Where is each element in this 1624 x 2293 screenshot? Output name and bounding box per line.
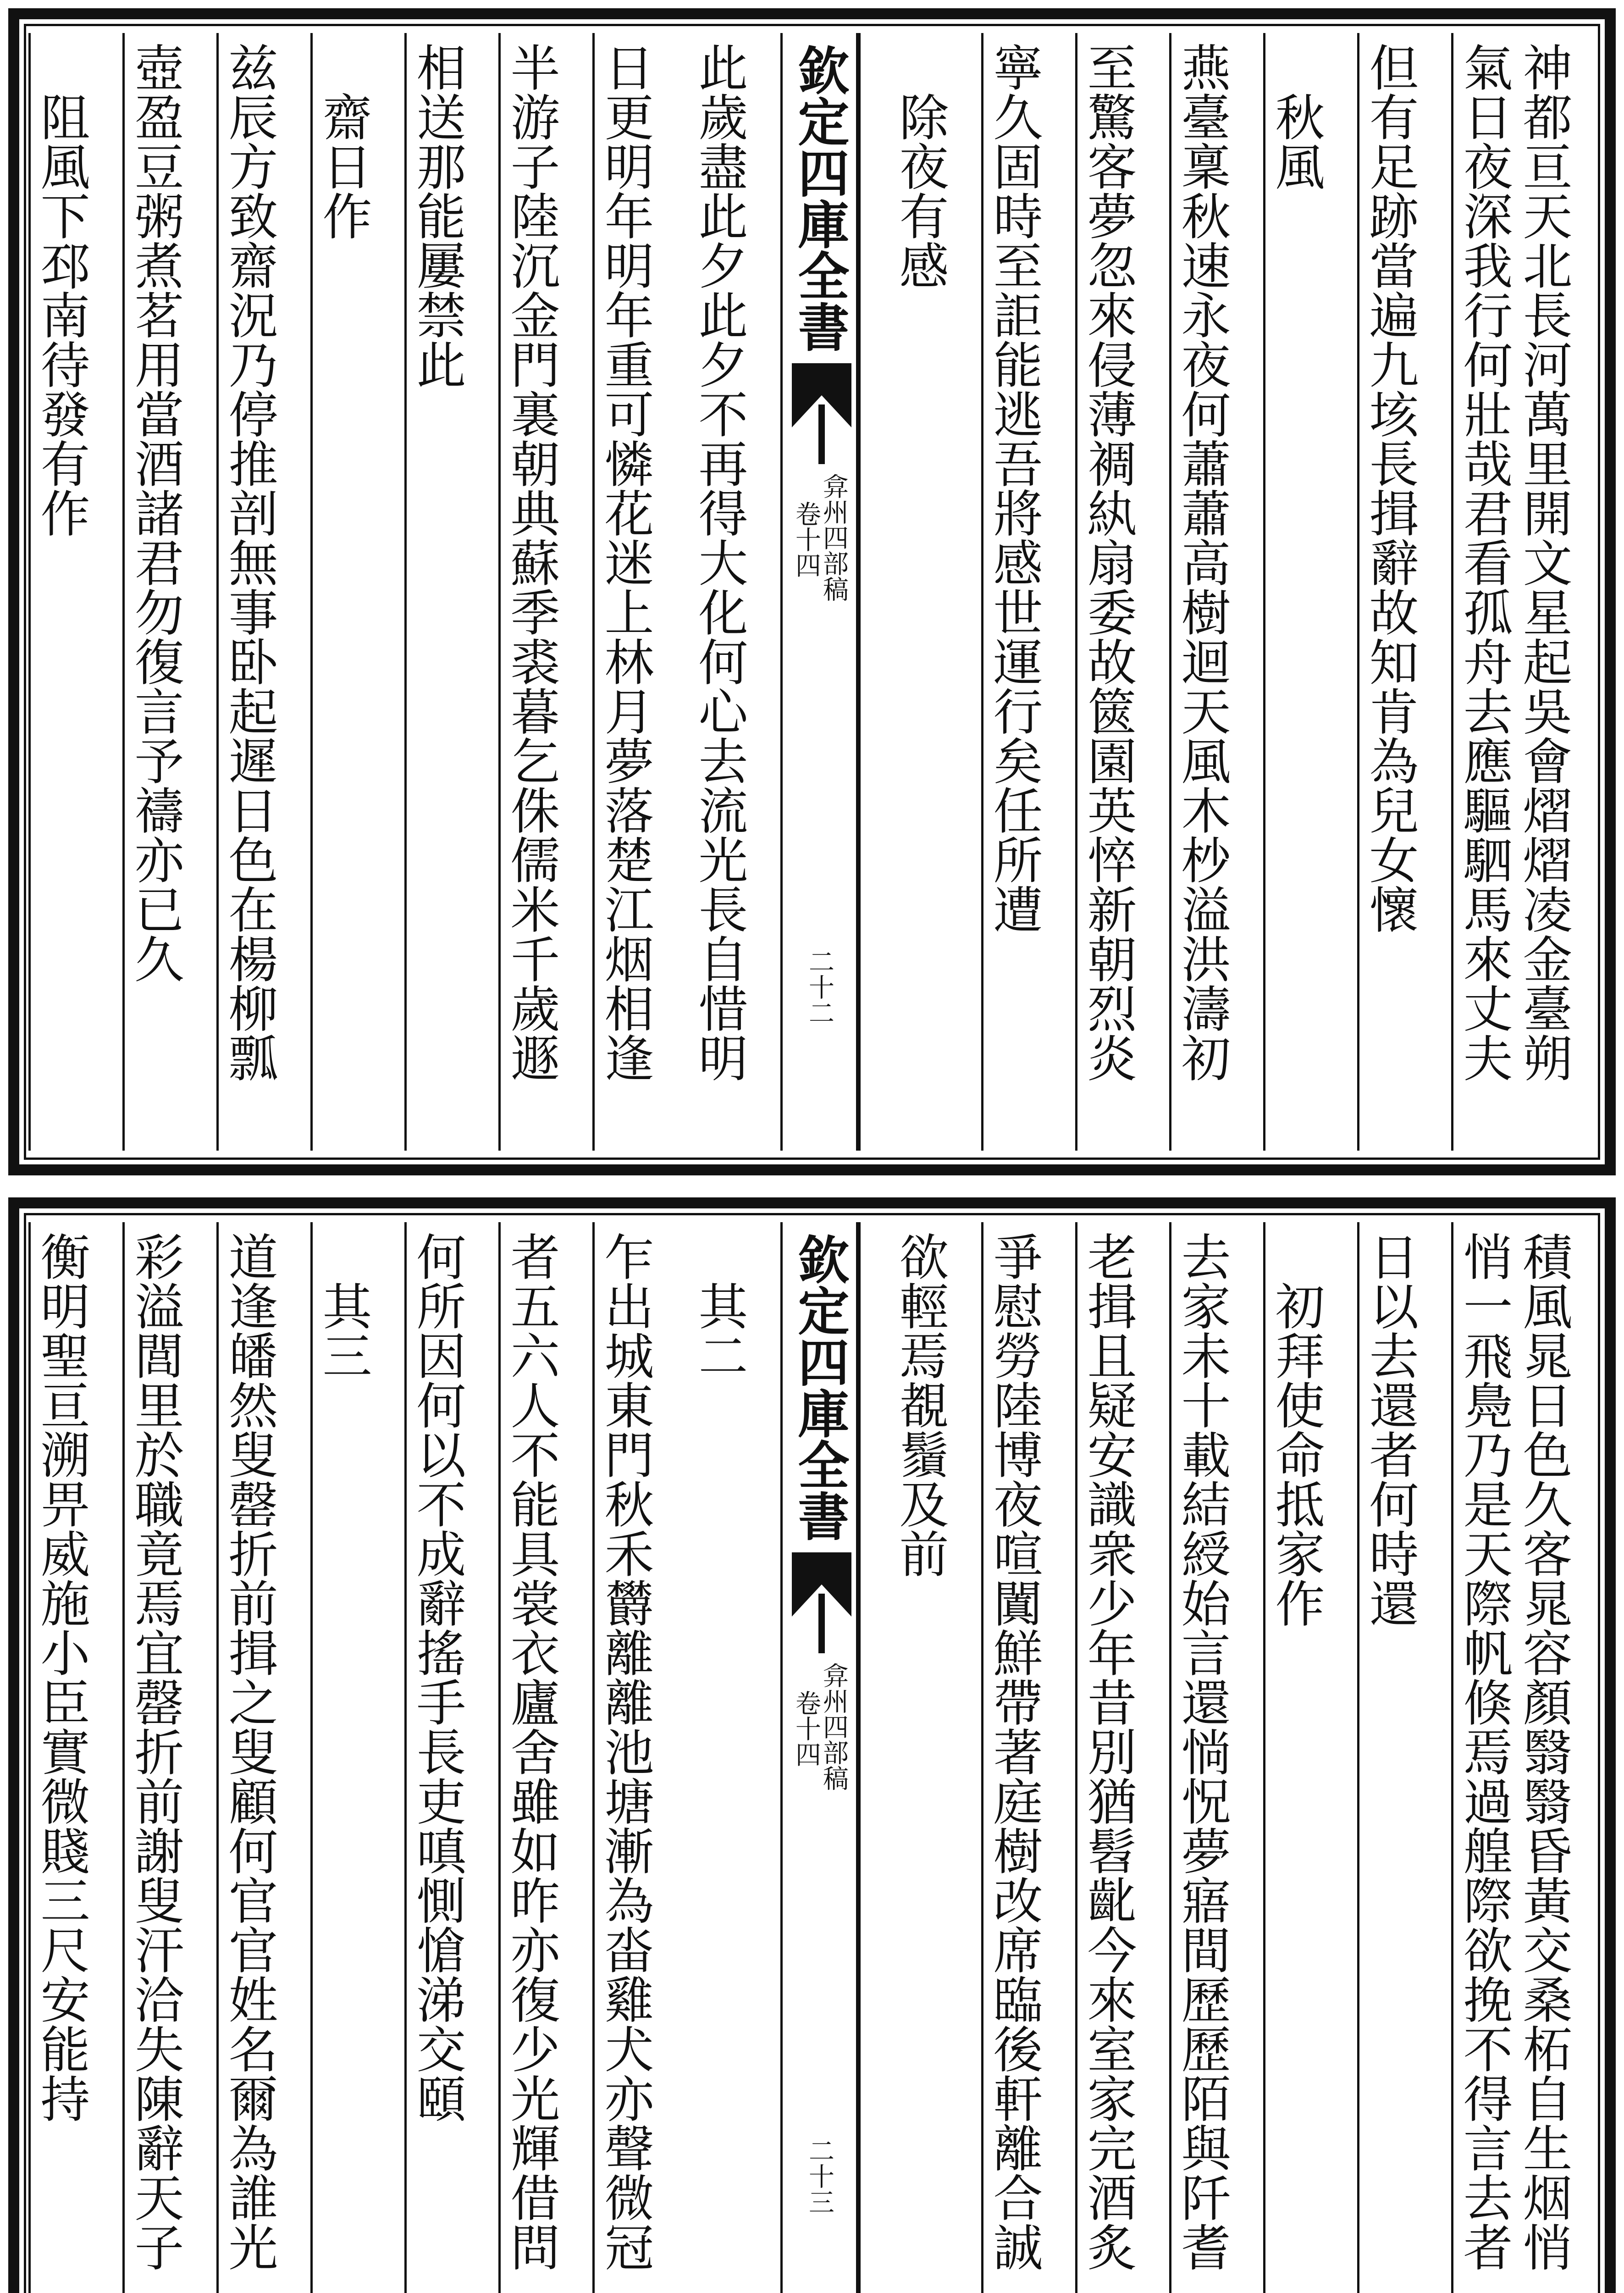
fold-center <box>780 1222 858 2293</box>
fold-volume: 卷十四 <box>791 501 821 578</box>
text-column <box>122 1222 216 2293</box>
text-column <box>216 1222 310 2293</box>
column-text: 爭慰勞陸博夜喧闐鮮帶著庭樹改席臨後軒離合誠 <box>985 1231 1042 2271</box>
text-column <box>1169 1222 1263 2293</box>
text-column <box>1451 33 1545 1151</box>
fishtail-mark-icon <box>792 363 851 464</box>
column-text: 何所因何以不成辭搖手長吏嗔惻愴涕交頤 <box>408 1231 465 2123</box>
poem-title: 其三 <box>314 1231 371 1380</box>
fold-book-title: 弇州四部稿 <box>819 1662 849 1791</box>
column-text: 燕臺稟秋速永夜何蕭蕭高樹迴天風木杪溢洪濤初 <box>1173 42 1230 1082</box>
fold-book-title: 弇州四部稿 <box>819 473 849 602</box>
column-text: 乍出城東門秋禾欝離離池塘漸為畓雞犬亦聲微冠 <box>596 1231 653 2271</box>
text-column <box>1514 33 1605 1151</box>
text-column <box>310 1222 404 2293</box>
column-text: 此歲盡此夕此夕不再得大化何心去流光長自惜明 <box>690 42 747 1082</box>
column-text: 寧久固時至詎能逃吾將感世運行矣任所遭 <box>985 42 1042 934</box>
poem-title: 齋日作 <box>314 42 371 240</box>
column-text: 兹辰方致齋況乃停推剖無事卧起遲日色在楊柳瓢 <box>220 42 277 1082</box>
text-column <box>1075 1222 1169 2293</box>
column-text: 欲輕焉覩鬚及前 <box>891 1231 948 1578</box>
upper-page <box>8 8 1616 1175</box>
column-text: 彩溢閭里於職竟焉宜罄折前謝叟汗洽失陳辭天子 <box>126 1231 183 2271</box>
column-text: 相送那能屢禁此 <box>408 42 465 389</box>
text-column <box>1451 1222 1545 2293</box>
text-column <box>28 1222 122 2293</box>
lower-page <box>8 1197 1616 2293</box>
text-column <box>686 1222 780 2293</box>
poem-title: 阻風下邳南待發有作 <box>32 42 89 537</box>
poem-title: 秋風 <box>1267 42 1324 191</box>
column-text: 至驚客夢忽來侵薄裯紈扇委故篋園英悴新朝烈炎 <box>1079 42 1136 1082</box>
text-column <box>981 33 1075 1151</box>
text-column <box>1075 33 1169 1151</box>
text-column <box>404 1222 498 2293</box>
fold-title: 欽定四庫全書 <box>790 44 850 352</box>
poem-title: 初拜使命抵家作 <box>1267 1231 1324 1628</box>
column-text: 衡明聖亘溯畀威施小臣實微賤三尺安能持 <box>32 1231 89 2123</box>
column-text: 去家未十載結綬始言還惝怳夢寤間歷歷陌與阡耆 <box>1173 1231 1230 2271</box>
text-column <box>310 33 404 1151</box>
column-text: 悄一飛鳧乃是天際帆倏焉過艎際欲挽不得言去者 <box>1455 1231 1512 2271</box>
text-column <box>1263 1222 1357 2293</box>
poem-title: 其二 <box>690 1231 747 1380</box>
text-column <box>1357 1222 1451 2293</box>
fold-leaf-number: 二十二 <box>805 948 834 1025</box>
text-column <box>498 1222 592 2293</box>
column-text: 半游子陸沉金門裏朝典蘇季裘暮乞侏儒米千歲遯 <box>502 42 559 1082</box>
column-text: 道逢皤然叟罄折前揖之叟顧何官官姓名爾為誰光 <box>220 1231 277 2271</box>
column-text: 壺盈豆粥煮茗用當酒諸君勿復言予禱亦已久 <box>126 42 183 983</box>
text-column <box>592 1222 686 2293</box>
column-text: 日更明年明年重可憐花迷上林月夢落楚江烟相逢 <box>596 42 653 1082</box>
text-column <box>1357 33 1451 1151</box>
poem-title: 除夜有感 <box>891 42 948 290</box>
fold-volume: 卷十四 <box>791 1690 821 1767</box>
text-column <box>28 33 122 1151</box>
column-text: 者五六人不能具裳衣廬舍雖如昨亦復少光輝借問 <box>502 1231 559 2271</box>
column-text: 神都亘天北長河萬里開文星起吳會熠熠凌金臺朔 <box>1514 42 1572 1082</box>
text-column <box>858 33 981 1151</box>
fishtail-mark-icon <box>792 1552 851 1653</box>
text-column <box>122 33 216 1151</box>
column-text: 氣日夜深我行何壯哉君看孤舟去應驅駟馬來丈夫 <box>1455 42 1512 1082</box>
text-column <box>686 33 780 1151</box>
column-text: 日以去還者何時還 <box>1361 1231 1418 1628</box>
text-column <box>404 33 498 1151</box>
fold-center <box>780 33 858 1151</box>
text-column <box>498 33 592 1151</box>
text-column <box>1514 1222 1605 2293</box>
fold-title: 欽定四庫全書 <box>790 1233 850 1541</box>
fold-leaf-number: 二十三 <box>805 2138 834 2215</box>
text-column <box>858 1222 981 2293</box>
text-column <box>1169 33 1263 1151</box>
column-text: 積風晁日色久客晁容顏翳翳昏黃交桑柘自生烟悄 <box>1514 1231 1572 2271</box>
column-text: 但有足跡當遍九垓長揖辭故知肯為兒女懷 <box>1361 42 1418 934</box>
column-text: 老揖且疑安識衆少年昔別猶髫齔今來室家完酒炙 <box>1079 1231 1136 2271</box>
text-column <box>981 1222 1075 2293</box>
text-column <box>592 33 686 1151</box>
text-column <box>216 33 310 1151</box>
text-column <box>1263 33 1357 1151</box>
